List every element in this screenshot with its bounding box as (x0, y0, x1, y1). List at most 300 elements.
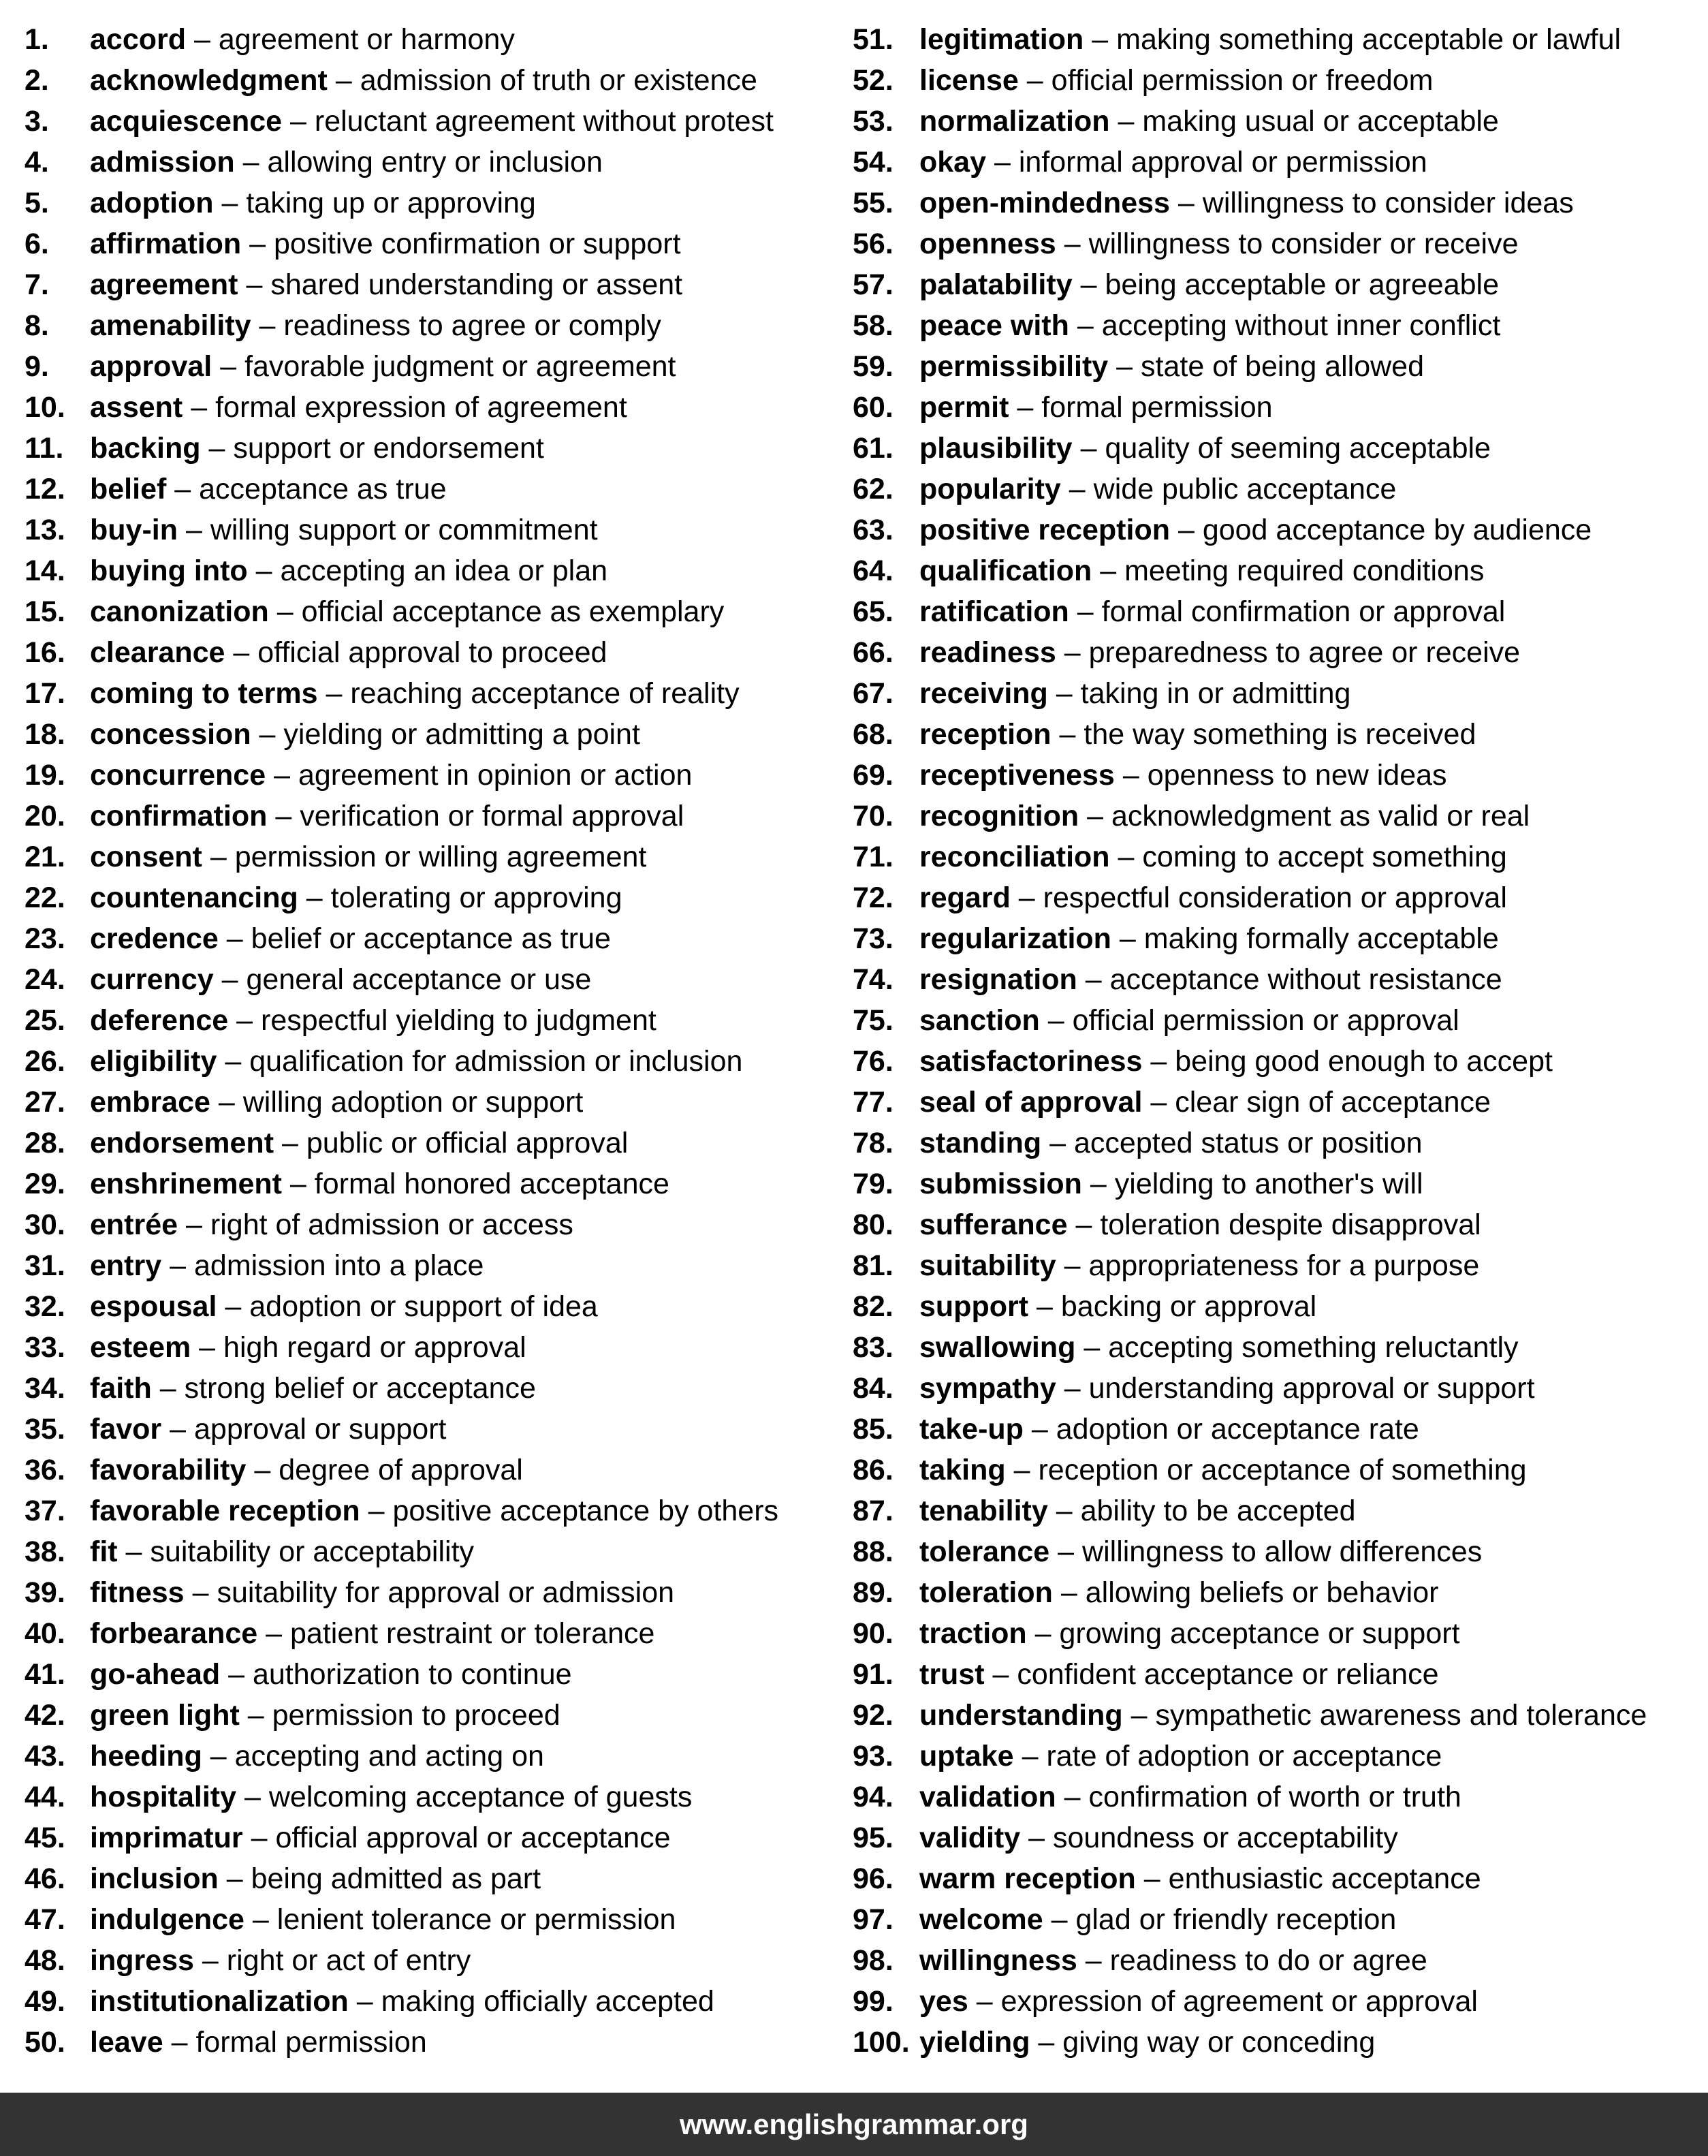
item-definition: confident acceptance or reliance (1017, 1658, 1439, 1691)
item-separator: – (221, 187, 238, 219)
item-definition: the way something is received (1084, 718, 1476, 751)
list-item (853, 1000, 1697, 1041)
list-item (853, 1245, 1697, 1286)
item-number: 76. (853, 1045, 893, 1078)
item-term: accord (90, 23, 187, 56)
item-term: taking (919, 1454, 1006, 1486)
item-definition: degree of approval (279, 1454, 523, 1486)
item-definition: yielding or admitting a point (283, 718, 640, 751)
list-item (853, 428, 1697, 469)
item-definition: formal confirmation or approval (1101, 595, 1506, 628)
item-number: 39. (25, 1576, 65, 1609)
item-separator: – (226, 1862, 243, 1895)
item-separator: – (218, 1086, 235, 1119)
item-term: license (919, 64, 1019, 97)
item-term: approval (90, 350, 212, 383)
item-number: 99. (853, 1985, 893, 2018)
item-definition: making formally acceptable (1143, 922, 1499, 955)
item-number: 33. (25, 1331, 65, 1364)
item-term: institutionalization (90, 1985, 349, 2018)
item-separator: – (1118, 841, 1135, 873)
list-item (25, 19, 835, 60)
item-term: welcome (919, 1903, 1043, 1936)
item-number: 15. (25, 595, 65, 628)
item-separator: – (356, 1985, 373, 2018)
item-term: acquiescence (90, 105, 283, 138)
item-term: admission (90, 146, 235, 178)
item-term: sanction (919, 1004, 1040, 1037)
item-separator: – (1031, 1413, 1048, 1446)
item-separator: – (225, 1290, 242, 1323)
item-definition: strong belief or acceptance (184, 1372, 536, 1405)
item-number: 19. (25, 759, 65, 792)
item-separator: – (174, 473, 191, 505)
item-separator: – (274, 759, 290, 792)
item-definition: tolerating or approving (330, 881, 622, 914)
item-number: 55. (853, 187, 893, 219)
item-definition: acceptance without resistance (1109, 963, 1502, 996)
list-item (853, 1777, 1697, 1817)
list-item (853, 1490, 1697, 1531)
footer-bar (0, 2093, 1708, 2156)
item-number: 45. (25, 1822, 65, 1854)
item-number: 56. (853, 228, 893, 260)
item-separator: – (281, 1127, 298, 1159)
item-number: 9. (25, 350, 49, 383)
list-item (25, 1286, 835, 1327)
item-term: fit (90, 1535, 118, 1568)
item-definition: allowing entry or inclusion (267, 146, 603, 178)
list-item (853, 755, 1697, 796)
item-term: sympathy (919, 1372, 1056, 1405)
item-number: 57. (853, 268, 893, 301)
item-number: 43. (25, 1740, 65, 1772)
item-number: 60. (853, 391, 893, 424)
item-definition: growing acceptance or support (1059, 1617, 1460, 1650)
item-definition: ability to be accepted (1080, 1495, 1356, 1527)
item-definition: support or endorsement (233, 432, 544, 465)
item-separator: – (249, 228, 266, 260)
list-item (25, 673, 835, 714)
list-item (25, 714, 835, 755)
list-item (25, 632, 835, 673)
item-number: 46. (25, 1862, 65, 1895)
item-definition: good acceptance by audience (1202, 514, 1592, 546)
item-definition: confirmation of worth or truth (1088, 1781, 1461, 1813)
item-definition: preparedness to agree or receive (1088, 636, 1521, 669)
item-separator: – (290, 105, 306, 138)
item-number: 26. (25, 1045, 65, 1078)
item-number: 78. (853, 1127, 893, 1159)
list-item (853, 1572, 1697, 1613)
list-item (25, 101, 835, 142)
item-separator: – (1118, 105, 1135, 138)
list-item (25, 1777, 835, 1817)
item-number: 47. (25, 1903, 65, 1936)
item-term: amenability (90, 309, 251, 342)
item-separator: – (251, 1822, 268, 1854)
item-definition: patient restraint or tolerance (290, 1617, 655, 1650)
item-term: leave (90, 2026, 163, 2059)
item-separator: – (326, 677, 343, 710)
item-number: 94. (853, 1781, 893, 1813)
item-definition: soundness or acceptability (1053, 1822, 1398, 1854)
item-definition: clear sign of acceptance (1175, 1086, 1491, 1119)
item-number: 24. (25, 963, 65, 996)
item-number: 65. (853, 595, 893, 628)
item-term: espousal (90, 1290, 217, 1323)
item-separator: – (252, 1903, 269, 1936)
item-definition: understanding approval or support (1088, 1372, 1535, 1405)
list-item (25, 142, 835, 183)
item-number: 32. (25, 1290, 65, 1323)
item-term: concession (90, 718, 251, 751)
list-item (853, 1940, 1697, 1981)
item-term: consent (90, 841, 202, 873)
item-number: 22. (25, 881, 65, 914)
list-item (853, 264, 1697, 305)
item-definition: being acceptable or agreeable (1105, 268, 1500, 301)
item-definition: agreement or harmony (218, 23, 515, 56)
item-definition: suitability for approval or admission (217, 1576, 675, 1609)
item-number: 50. (25, 2026, 65, 2059)
item-definition: reaching acceptance of reality (350, 677, 740, 710)
item-number: 80. (853, 1208, 893, 1241)
item-number: 36. (25, 1454, 65, 1486)
item-definition: admission of truth or existence (360, 64, 757, 97)
item-definition: wide public acceptance (1093, 473, 1397, 505)
item-definition: taking up or approving (246, 187, 536, 219)
item-separator: – (1130, 1699, 1148, 1732)
item-separator: – (1143, 1862, 1160, 1895)
item-number: 30. (25, 1208, 65, 1241)
item-separator: – (1080, 432, 1097, 465)
list-item (25, 223, 835, 264)
list-item (853, 1409, 1697, 1450)
item-definition: official approval or acceptance (275, 1822, 671, 1854)
list-item (25, 510, 835, 550)
list-item (853, 19, 1697, 60)
item-number: 3. (25, 105, 49, 138)
list-item (25, 1940, 835, 1981)
item-separator: – (994, 146, 1011, 178)
list-item (853, 1368, 1697, 1409)
item-separator: – (1092, 23, 1109, 56)
item-definition: favorable judgment or agreement (244, 350, 676, 383)
item-definition: permission to proceed (272, 1699, 560, 1732)
list-item (25, 1163, 835, 1204)
item-definition: allowing beliefs or behavior (1085, 1576, 1439, 1609)
item-number: 66. (853, 636, 893, 669)
item-definition: yielding to another's will (1114, 1168, 1423, 1200)
item-separator: – (1028, 1822, 1045, 1854)
item-term: readiness (919, 636, 1056, 669)
item-term: forbearance (90, 1617, 258, 1650)
item-number: 77. (853, 1086, 893, 1119)
item-term: affirmation (90, 228, 242, 260)
item-separator: – (1075, 1208, 1092, 1241)
item-number: 41. (25, 1658, 65, 1691)
item-definition: approval or support (193, 1413, 447, 1446)
word-list (0, 19, 1708, 2076)
item-term: countenancing (90, 881, 298, 914)
item-definition: suitability or acceptability (150, 1535, 475, 1568)
list-item (853, 60, 1697, 101)
item-term: ingress (90, 1944, 194, 1977)
item-term: submission (919, 1168, 1082, 1200)
item-separator: – (1077, 595, 1094, 628)
list-item (25, 1613, 835, 1654)
item-separator: – (1022, 1740, 1039, 1772)
list-item (25, 428, 835, 469)
item-term: deference (90, 1004, 229, 1037)
item-definition: formal expression of agreement (215, 391, 627, 424)
item-separator: – (275, 800, 292, 832)
item-number: 10. (25, 391, 65, 424)
item-term: inclusion (90, 1862, 219, 1895)
item-separator: – (254, 1454, 271, 1486)
item-separator: – (186, 1208, 202, 1241)
item-definition: official permission or approval (1072, 1004, 1459, 1037)
item-definition: authorization to continue (252, 1658, 572, 1691)
item-number: 84. (853, 1372, 893, 1405)
item-separator: – (246, 268, 263, 301)
item-number: 61. (853, 432, 893, 465)
item-definition: adoption or acceptance rate (1056, 1413, 1419, 1446)
list-item (25, 1572, 835, 1613)
item-number: 91. (853, 1658, 893, 1691)
item-term: canonization (90, 595, 269, 628)
item-separator: – (1085, 1944, 1102, 1977)
item-number: 59. (853, 350, 893, 383)
item-term: yes (919, 1985, 968, 2018)
item-separator: – (1122, 759, 1139, 792)
item-definition: welcoming acceptance of guests (268, 1781, 693, 1813)
item-term: recognition (919, 800, 1079, 832)
item-separator: – (1084, 1331, 1101, 1364)
item-term: faith (90, 1372, 152, 1405)
item-separator: – (1177, 514, 1195, 546)
list-item (25, 1817, 835, 1858)
item-term: receptiveness (919, 759, 1115, 792)
list-item (853, 1286, 1697, 1327)
item-term: buy-in (90, 514, 178, 546)
item-number: 83. (853, 1331, 893, 1364)
list-item (853, 1163, 1697, 1204)
item-separator: – (247, 1699, 264, 1732)
item-number: 96. (853, 1862, 893, 1895)
item-separator: – (225, 1045, 242, 1078)
list-item (25, 1981, 835, 2022)
list-item (25, 755, 835, 796)
item-term: imprimatur (90, 1822, 243, 1854)
list-item (853, 1817, 1697, 1858)
item-term: credence (90, 922, 219, 955)
item-number: 86. (853, 1454, 893, 1486)
item-definition: accepting an idea or plan (280, 554, 608, 587)
item-term: regard (919, 881, 1011, 914)
item-definition: official acceptance as exemplary (301, 595, 725, 628)
list-item (25, 305, 835, 346)
list-item (25, 1000, 835, 1041)
item-term: fitness (90, 1576, 185, 1609)
item-definition: positive acceptance by others (392, 1495, 779, 1527)
list-item (25, 837, 835, 877)
item-separator: – (1056, 1495, 1073, 1527)
list-item (853, 1613, 1697, 1654)
list-item (853, 1858, 1697, 1899)
item-separator: – (1150, 1086, 1167, 1119)
list-item (853, 714, 1697, 755)
item-separator: – (1018, 881, 1035, 914)
item-separator: – (185, 514, 202, 546)
item-definition: willingness to allow differences (1082, 1535, 1483, 1568)
item-number: 69. (853, 759, 893, 792)
item-separator: – (1064, 1372, 1081, 1405)
item-term: reconciliation (919, 841, 1110, 873)
item-separator: – (170, 1413, 187, 1446)
item-number: 29. (25, 1168, 65, 1200)
item-definition: accepted status or position (1074, 1127, 1423, 1159)
item-separator: – (1064, 228, 1081, 260)
item-term: go-ahead (90, 1658, 221, 1691)
list-item (25, 1695, 835, 1736)
item-separator: – (1085, 963, 1102, 996)
item-number: 20. (25, 800, 65, 832)
item-definition: being admitted as part (251, 1862, 541, 1895)
item-definition: rate of adoption or acceptance (1046, 1740, 1442, 1772)
item-separator: – (976, 1985, 993, 2018)
item-term: open-mindedness (919, 187, 1170, 219)
item-term: green light (90, 1699, 240, 1732)
list-item (25, 346, 835, 387)
item-definition: formal permission (195, 2026, 427, 2059)
item-term: support (919, 1290, 1029, 1323)
item-number: 70. (853, 800, 893, 832)
item-number: 95. (853, 1822, 893, 1854)
item-number: 87. (853, 1495, 893, 1527)
item-separator: – (236, 1004, 253, 1037)
item-number: 68. (853, 718, 893, 751)
item-number: 54. (853, 146, 893, 178)
list-item (853, 2022, 1697, 2063)
item-definition: informal approval or permission (1018, 146, 1427, 178)
item-definition: making usual or acceptable (1142, 105, 1499, 138)
item-definition: formal honored acceptance (314, 1168, 669, 1200)
item-term: acknowledgment (90, 64, 328, 97)
item-number: 62. (853, 473, 893, 505)
item-term: permit (919, 391, 1009, 424)
item-separator: – (1064, 1781, 1081, 1813)
item-term: coming to terms (90, 677, 318, 710)
item-definition: giving way or conceding (1062, 2026, 1376, 2059)
item-separator: – (125, 1535, 142, 1568)
item-separator: – (170, 1249, 187, 1282)
list-item (853, 550, 1697, 591)
item-term: qualification (919, 554, 1092, 587)
item-number: 27. (25, 1086, 65, 1119)
item-number: 6. (25, 228, 49, 260)
footer-url[interactable]: www.englishgrammar.org (680, 2108, 1028, 2140)
list-item (853, 1695, 1697, 1736)
list-item (853, 1204, 1697, 1245)
item-term: satisfactoriness (919, 1045, 1143, 1078)
item-term: yielding (919, 2026, 1030, 2059)
item-number: 89. (853, 1576, 893, 1609)
item-term: favorable reception (90, 1495, 360, 1527)
item-definition: admission into a place (193, 1249, 484, 1282)
item-definition: readiness to do or agree (1109, 1944, 1427, 1977)
item-term: positive reception (919, 514, 1170, 546)
list-item (853, 387, 1697, 428)
item-definition: glad or friendly reception (1075, 1903, 1397, 1936)
item-separator: – (199, 1331, 216, 1364)
item-term: clearance (90, 636, 225, 669)
list-item (25, 1858, 835, 1899)
item-definition: expression of agreement or approval (1000, 1985, 1478, 2018)
list-item (25, 387, 835, 428)
item-separator: – (1150, 1045, 1167, 1078)
item-separator: – (1038, 2026, 1055, 2059)
list-item (25, 1490, 835, 1531)
item-separator: – (210, 1740, 227, 1772)
item-term: toleration (919, 1576, 1053, 1609)
item-term: validation (919, 1781, 1056, 1813)
item-definition: appropriateness for a purpose (1088, 1249, 1480, 1282)
item-term: endorsement (90, 1127, 274, 1159)
list-item (25, 550, 835, 591)
item-number: 74. (853, 963, 893, 996)
item-definition: acceptance as true (199, 473, 447, 505)
item-term: adoption (90, 187, 214, 219)
list-item (853, 469, 1697, 510)
item-number: 17. (25, 677, 65, 710)
item-term: enshrinement (90, 1168, 282, 1200)
list-item (25, 959, 835, 1000)
item-term: resignation (919, 963, 1077, 996)
item-number: 5. (25, 187, 49, 219)
item-definition: accepting and acting on (234, 1740, 544, 1772)
item-number: 48. (25, 1944, 65, 1977)
item-term: receiving (919, 677, 1048, 710)
list-item (853, 1736, 1697, 1777)
item-separator: – (208, 432, 225, 465)
item-term: confirmation (90, 800, 268, 832)
item-definition: quality of seeming acceptable (1105, 432, 1491, 465)
list-item (853, 142, 1697, 183)
item-separator: – (193, 23, 210, 56)
item-number: 1. (25, 23, 49, 56)
item-term: embrace (90, 1086, 210, 1119)
item-number: 42. (25, 1699, 65, 1732)
item-separator: – (220, 350, 237, 383)
item-term: uptake (919, 1740, 1014, 1772)
list-item (853, 877, 1697, 918)
item-definition: backing or approval (1060, 1290, 1317, 1323)
item-term: esteem (90, 1331, 191, 1364)
list-item (25, 1204, 835, 1245)
item-separator: – (1064, 636, 1081, 669)
list-item (853, 591, 1697, 632)
item-number: 64. (853, 554, 893, 587)
item-number: 7. (25, 268, 49, 301)
item-number: 100. (853, 2026, 910, 2059)
item-number: 53. (853, 105, 893, 138)
item-definition: sympathetic awareness and tolerance (1155, 1699, 1647, 1732)
item-separator: – (255, 554, 272, 587)
item-term: plausibility (919, 432, 1073, 465)
list-item (853, 305, 1697, 346)
